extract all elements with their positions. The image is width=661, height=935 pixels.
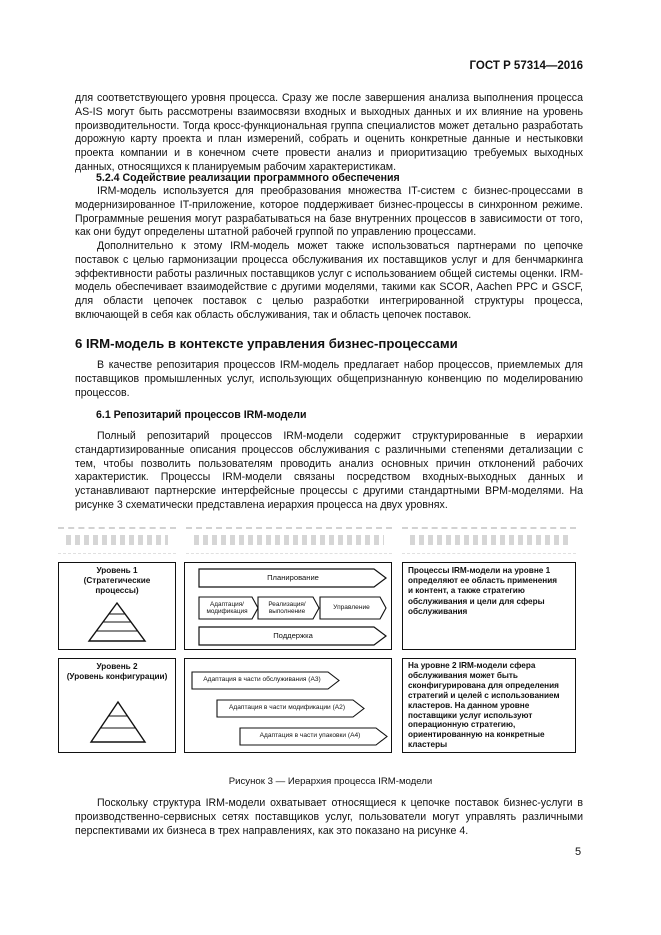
faded-header-right [402,527,576,554]
figure-caption: Рисунок 3 — Иерархия процесса IRM-модели [228,776,433,787]
management-arrow [319,596,388,620]
level-2-box [58,658,176,753]
pyramid-icon [87,601,147,643]
a4-arrow [239,727,389,746]
management-label: Управление [333,603,370,611]
pyramid-icon-level-2 [89,700,147,744]
support-arrow [198,626,388,646]
adapt-arrow [198,596,260,620]
level-2-process-box [184,658,392,753]
level-1-subtitle: (Стратегические процессы) [83,576,151,595]
a4-label: Адаптация в части упаковки (А4) [259,732,361,740]
level-2-note: На уровне 2 IRM-модели сфера обслуживания может быть сконфигурирована для определения стратегий и целей с использованием кластеров. На данном уровне поставщики услуг используют операционную стратегию, ориентированную на конкретные кластеры [408,661,560,750]
document-header: ГОСТ Р 57314—2016 [469,60,583,72]
paragraph-2: IRM-модель используется для преобразования множества IT-систем с бизнес-процессами в модернизированное IT-приложение, которое поддерживает бизнес-процессы в синхронном режиме. Программные решения могут разрабатываться на базе внутренних процессов в зависимости от того, как они будут определены штатной рабочей группой по управлению процессами. [75,185,583,239]
paragraph-3: Дополнительно к этому IRM-модель может также использоваться партнерами по цепочке поставок с целью гармонизации процесса обслуживания их поставщиков услуг и для бенчмаркинга эффективности работы различных поставщиков услуг с использованием общей системы оценки. IRM-модель обеспечивает взаимодействие с другими моделями, такими как SCOR, Aachen PPC и GSCF, для области цепочек поставок с целью разработки интегрированной структуры процесса, включающей в себя как область обслуживания, так и область цепочек поставок. [75,240,583,321]
faded-header-middle [186,527,392,554]
support-label: Поддержка [273,630,313,640]
paragraph-4: В качестве репозитария процессов IRM-модель предлагает набор процессов, приемлемых для поставщиков промышленных услуг, использующих общепризнанную конвенцию по моделированию процессов. [75,359,583,399]
paragraph-6: Поскольку структура IRM-модели охватывает относящиеся к цепочке поставок бизнес-услуги в производственно-сервисных сетях поставщиков услуг, пользователи могут управлять различными перспективами их бизнеса в трех направлениях, как это показано на рисунке 4. [75,797,583,837]
page-number: 5 [575,846,582,858]
planning-arrow [198,568,388,588]
level-1-title: Уровень 1 [96,566,138,575]
heading-6: 6 IRM-модель в контексте управления бизнес-процессами [75,336,458,351]
level-1-note-box [402,562,576,650]
level-2-subtitle: (Уровень конфигурации) [66,672,168,681]
faded-header-left [58,527,176,554]
a2-arrow [216,699,366,718]
paragraph-1: для соответствующего уровня процесса. Сразу же после завершения анализа выполнения процесса AS-IS могут быть рассмотрены взаимосвязи входных и выходных данных и их влияние на уровень производительности. Тогда кросс-функциональная группа специалистов может детально разработать дорожную карту проекта и план измерений, собрать и оценить конкретные данные и нестыковки проекта компании и в конечном счете провести анализ и приоритизацию требуемых выходных данных, относящихся к планируемым рабочим характеристикам. [75,92,583,173]
realization-label: Реализация/ выполнение [268,600,306,615]
realization-arrow [257,596,321,620]
heading-6-1: 6.1 Репозитарий процессов IRM-модели [96,409,307,421]
level-1-process-box [184,562,392,650]
level-2-title: Уровень 2 [96,662,138,671]
level-2-note-box [402,658,576,753]
planning-label: Планирование [267,572,319,582]
heading-5-2-4: 5.2.4 Содействие реализации программного обеспечения [96,172,400,184]
paragraph-5: Полный репозитарий процессов IRM-модели содержит структурированные в иерархии стандартизированные описания процессов обслуживания с различными степенями детализации с тем, чтобы позволить пользователям проводить анализ основных причин отклонений рабочих характеристик. Процессы IRM-модели связаны посредством входных-выходных данных и устанавливают партнерские интерфейсные процессы с другими стандартными BPM-моделями. На рисунке 3 схематически представлена иерархия процесса на двух уровнях. [75,430,583,511]
level-1-note: Процессы IRM-модели на уровне 1 определяют ее область применения и контент, а также стратегию обслуживания и цели для сферы обслуживания [408,566,558,616]
a3-label: Адаптация в части обслуживания (А3) [203,676,321,684]
adapt-label: Адаптация/ модификация [206,600,248,615]
level-1-box [58,562,176,650]
figure-3 [58,527,576,769]
a3-arrow [191,671,341,690]
a2-label: Адаптация в части модификации (А2) [228,704,346,712]
